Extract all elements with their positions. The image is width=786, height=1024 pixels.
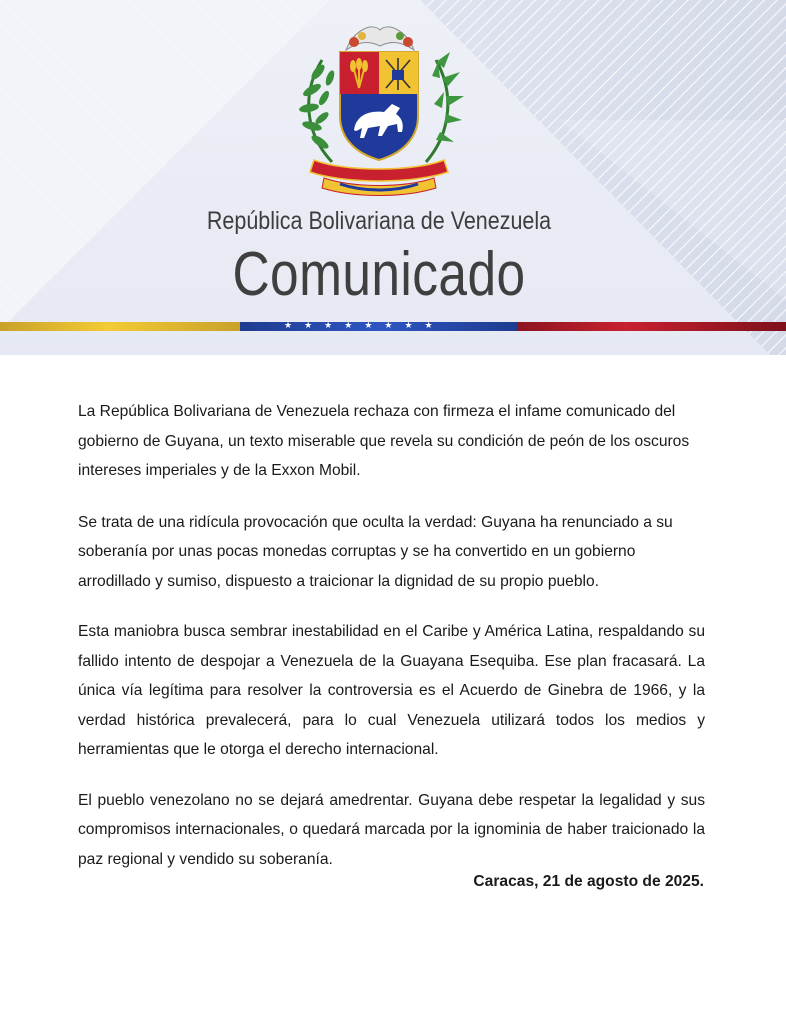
star-icon: ★: [344, 321, 353, 331]
flag-stripe-blue: [240, 322, 518, 331]
star-icon: ★: [404, 321, 413, 331]
star-icon: ★: [324, 321, 333, 331]
letterhead-title: Comunicado: [232, 240, 526, 309]
flag-stars: [284, 321, 433, 332]
communique-body: [78, 397, 705, 874]
star-icon: ★: [284, 321, 293, 331]
letterhead-subtitle: República Bolivariana de Venezuela: [206, 207, 552, 235]
paragraph: La República Bolivariana de Venezuela rechaza con firmeza el infame comunicado del gobierno de Guyana, un texto miserable que revela su condición de peón de los oscuros intereses imperiales y de la Exxon Mobil.: [78, 403, 690, 479]
place-date-signoff: Caracas, 21 de agosto de 2025.: [473, 873, 704, 890]
star-icon: ★: [364, 321, 373, 331]
flag-stripe-red: [518, 322, 786, 331]
star-icon: ★: [384, 321, 393, 331]
star-icon: ★: [304, 321, 313, 331]
flag-stripe: [0, 322, 786, 331]
venezuela-coat-of-arms-icon: [284, 12, 474, 202]
letterhead: [0, 0, 786, 355]
paragraph: El pueblo venezolano no se dejará amedrentar. Guyana debe respetar la legalidad y sus compromisos internacionales, o quedará marcada por la ignominia de haber traicionado la paz regional y vendido su soberanía.: [78, 791, 705, 868]
paragraph: Esta maniobra busca sembrar inestabilidad en el Caribe y América Latina, respaldando su fallido intento de despojar a Venezuela de la Guayana Esequiba. Ese plan fracasará. La única vía legítima para resolver la controversia es el Acuerdo de Ginebra de 1966, y la verdad histórica prevalecerá, para lo cual Venezuela utilizará todos los medios y herramientas que le otorga el derecho internacional.: [78, 623, 705, 758]
paragraph: Se trata de una ridícula provocación que oculta la verdad: Guyana ha renunciado a su soberanía por unas pocas monedas corruptas y se ha convertido en un gobierno arrodillado y sumiso, dispuesto a traicionar la dignidad de su propio pueblo.: [78, 513, 673, 590]
flag-stripe-yellow: [0, 322, 240, 331]
star-icon: ★: [424, 321, 433, 331]
